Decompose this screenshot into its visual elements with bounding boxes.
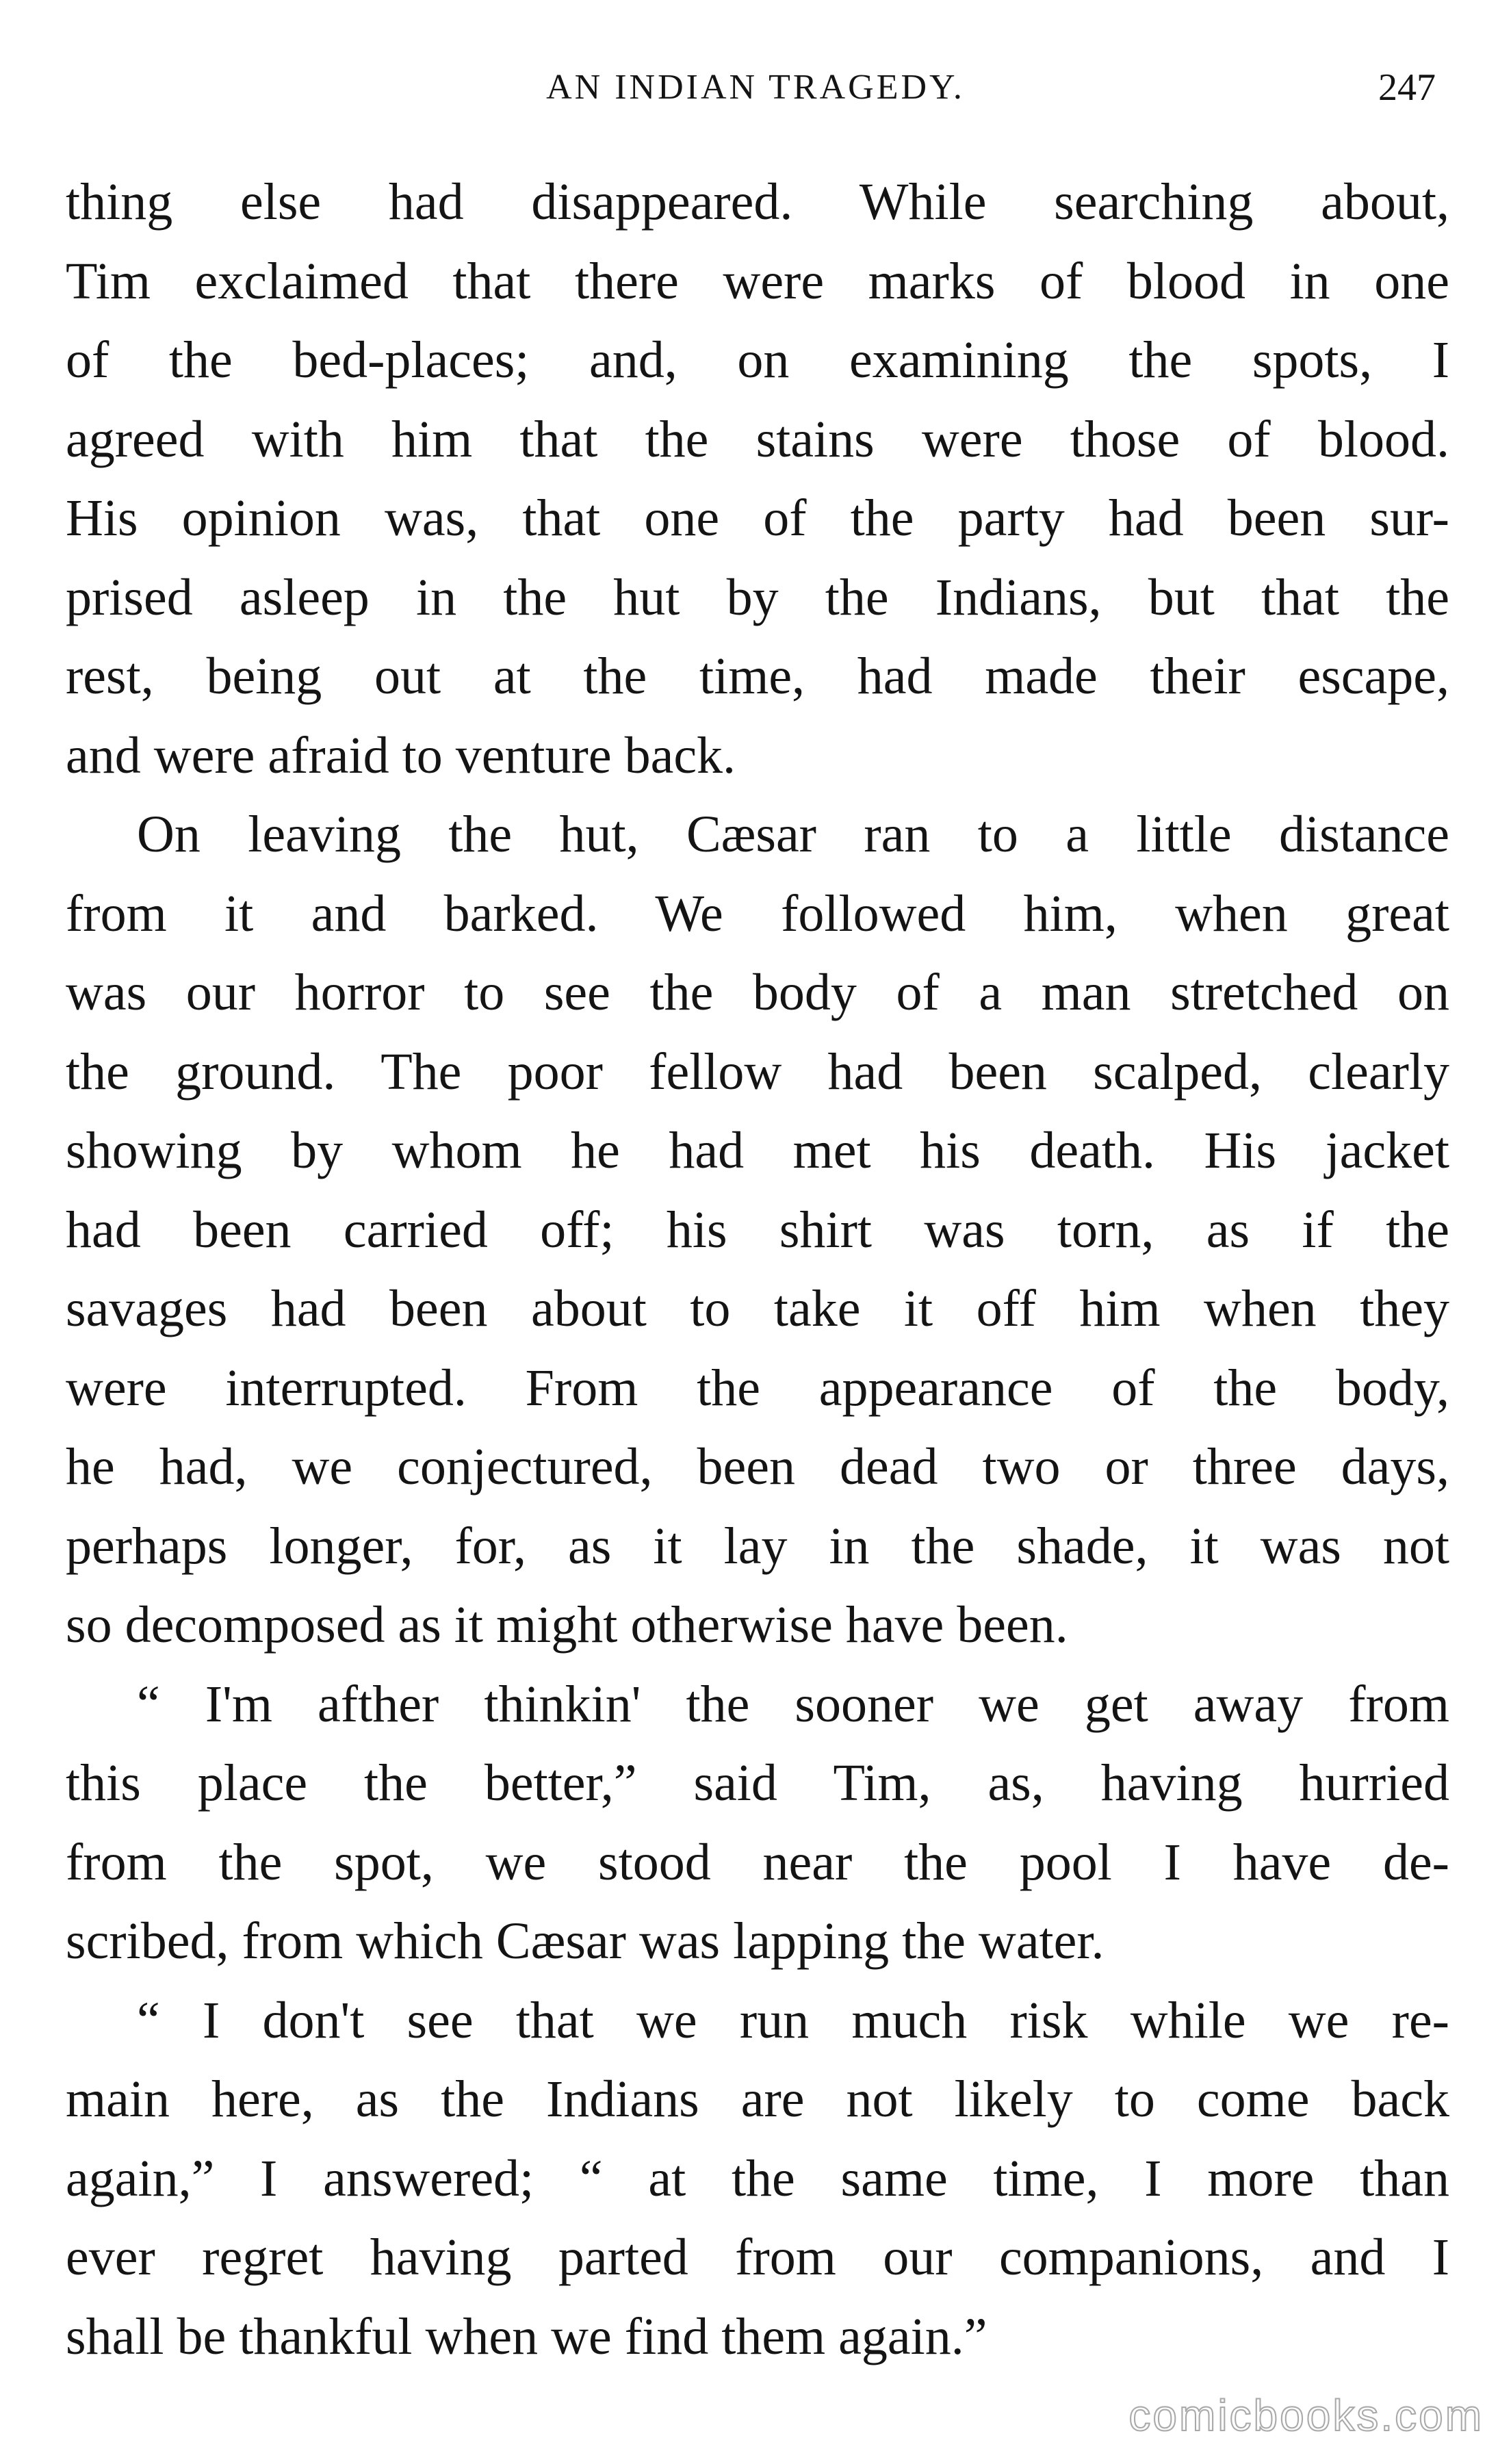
text-line: scribed, from which Cæsar was lapping the water. — [66, 1912, 1105, 1970]
text-line: from it and barked. We followed him, when great — [66, 884, 1449, 942]
text-line: were interrupted. From the appearance of the body, — [66, 1359, 1449, 1417]
running-head — [68, 60, 1443, 115]
text-line: was our horror to see the body of a man stretched on — [66, 964, 1449, 1021]
text-line: ever regret having parted from our companions, and I — [66, 2229, 1449, 2286]
text-line: prised asleep in the hut by the Indians, but that the — [66, 568, 1449, 626]
text-line: had been carried off; his shirt was torn, as if the — [66, 1201, 1449, 1259]
text-line: His opinion was, that one of the party had been sur- — [66, 489, 1449, 547]
page-number: 247 — [1378, 66, 1436, 109]
text-line: agreed with him that the stains were those of blood. — [66, 410, 1449, 468]
text-line: showing by whom he had met his death. His jacket — [66, 1122, 1449, 1179]
paragraph — [66, 1665, 1449, 1981]
body-text — [66, 163, 1449, 2376]
text-line: he had, we conjectured, been dead two or three days, — [66, 1438, 1449, 1496]
text-line: savages had been about to take it off him when they — [66, 1280, 1449, 1337]
text-line: main here, as the Indians are not likely to come back — [66, 2070, 1449, 2128]
text-line: shall be thankful when we find them again.” — [66, 2307, 987, 2365]
text-line: the ground. The poor fellow had been scalped, clearly — [66, 1042, 1449, 1101]
paragraph — [66, 163, 1449, 795]
paragraph — [66, 1981, 1449, 2377]
text-line: perhaps longer, for, as it lay in the shade, it was not — [66, 1517, 1449, 1575]
watermark: comicbooks.com — [1128, 2391, 1484, 2440]
text-line: again,” I answered; “ at the same time, I more than — [66, 2149, 1449, 2207]
text-line: so decomposed as it might otherwise have been. — [66, 1596, 1068, 1654]
text-line: rest, being out at the time, had made their escape, — [66, 647, 1449, 705]
text-line: of the bed-places; and, on examining the spots, I — [66, 331, 1449, 389]
text-line: thing else had disappeared. While searching about, — [66, 173, 1449, 231]
text-line: “ I don't see that we run much risk while we re- — [137, 1991, 1449, 2049]
paragraph — [66, 795, 1449, 1665]
text-line: Tim exclaimed that there were marks of blood in one — [66, 252, 1449, 310]
text-line: and were afraid to venture back. — [66, 726, 736, 784]
text-line: this place the better,” said Tim, as, having hurried — [66, 1754, 1449, 1812]
text-line: from the spot, we stood near the pool I have de- — [66, 1833, 1449, 1891]
text-line: “ I'm afther thinkin' the sooner we get away from — [137, 1675, 1449, 1733]
running-title: AN INDIAN TRAGEDY. — [546, 68, 965, 107]
text-line: On leaving the hut, Cæsar ran to a little distance — [137, 806, 1449, 863]
